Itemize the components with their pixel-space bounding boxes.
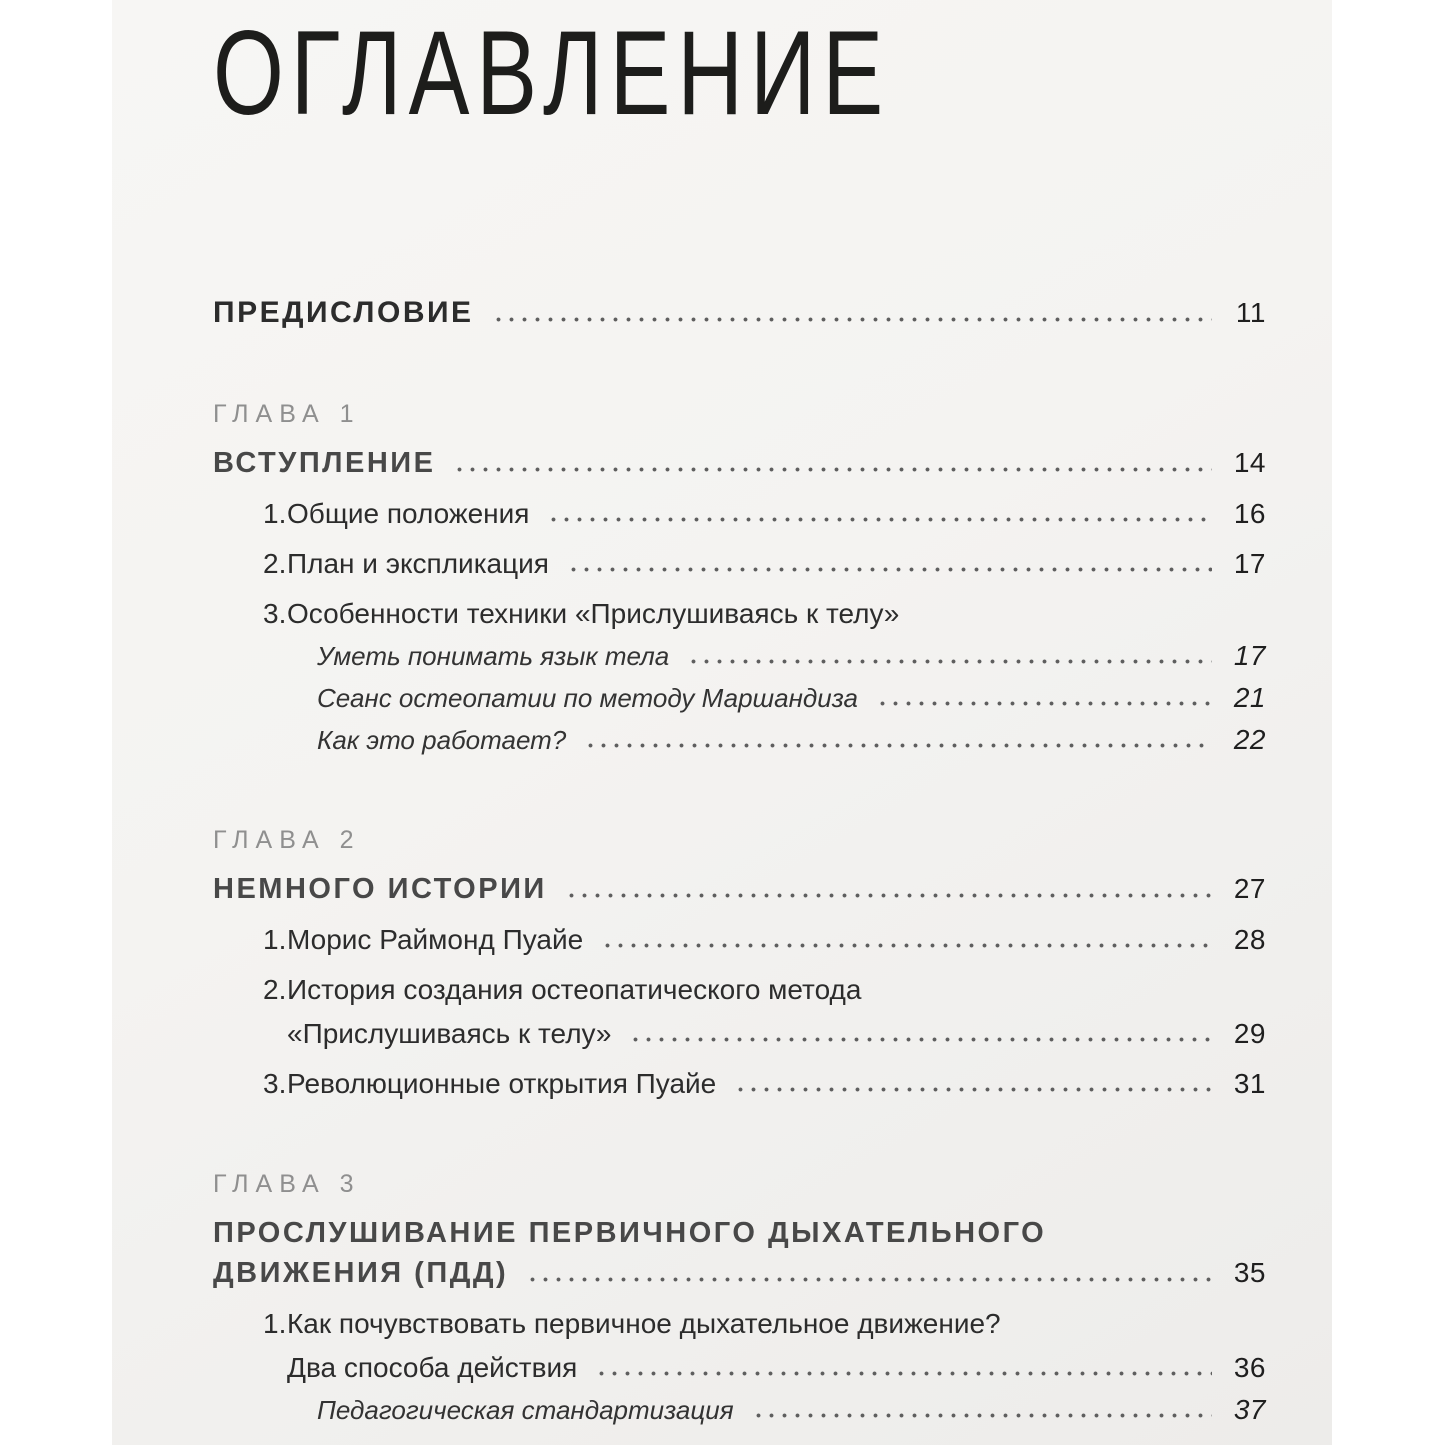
- entry-number: 1.: [263, 1308, 287, 1339]
- page-number: 17: [1233, 640, 1266, 671]
- entry-text: Как почувствовать первичное дыхательное движение?: [287, 1308, 1001, 1339]
- toc-sections: [213, 401, 1266, 1426]
- entry-text: «Прислушиваясь к телу»: [287, 1018, 612, 1049]
- entry-text: Революционные открытия Пуайе: [287, 1068, 717, 1099]
- dot-leader: [563, 548, 1212, 580]
- dot-leader: [625, 1018, 1212, 1050]
- dot-leader: [580, 724, 1212, 756]
- chapter-label: ГЛАВА 2: [213, 826, 361, 854]
- dot-leader: [449, 446, 1212, 480]
- entry-text: Как это работает?: [317, 725, 567, 755]
- book-page: [112, 0, 1332, 1445]
- entry-text: НЕМНОГО ИСТОРИИ: [213, 873, 547, 905]
- toc-section: [213, 827, 1266, 1100]
- chapter-label: ГЛАВА 1: [213, 400, 361, 428]
- toc-entry-continuation: [213, 1352, 1266, 1384]
- dot-leader: [730, 1068, 1212, 1100]
- dot-leader: [488, 296, 1212, 330]
- entry-number: 2.: [263, 974, 287, 1005]
- toc-entry-continuation: [213, 1018, 1266, 1050]
- page-number: 31: [1233, 1068, 1266, 1099]
- toc-subentry: [213, 682, 1266, 714]
- toc-entry: [213, 598, 1266, 630]
- dot-leader: [597, 924, 1212, 956]
- dot-leader: [683, 640, 1212, 672]
- dot-leader: [543, 498, 1212, 530]
- toc-subentry: [213, 1394, 1266, 1426]
- page-number: 16: [1233, 498, 1266, 529]
- toc-entry: [213, 548, 1266, 580]
- entry-text: Общие положения: [287, 498, 530, 529]
- page-number: 29: [1233, 1018, 1266, 1049]
- entry-text: ПРОСЛУШИВАНИЕ ПЕРВИЧНОГО ДЫХАТЕЛЬНОГО: [213, 1217, 1047, 1249]
- entry-text: План и экспликация: [287, 548, 549, 579]
- page-number: 14: [1233, 447, 1266, 478]
- toc-entry: [213, 1068, 1266, 1100]
- page-number: 17: [1233, 548, 1266, 579]
- chapter-title-row: [213, 1256, 1266, 1290]
- page-number: 35: [1233, 1257, 1266, 1288]
- entry-text: ПРЕДИСЛОВИЕ: [213, 296, 474, 329]
- entry-text: Уметь понимать язык тела: [317, 641, 670, 671]
- dot-leader: [561, 872, 1212, 906]
- entry-text: Особенности техники «Прислушиваясь к телу»: [287, 598, 900, 629]
- entry-text: ДВИЖЕНИЯ (ПДД): [213, 1257, 509, 1289]
- entry-number: 1.: [263, 498, 287, 529]
- page-number: 27: [1233, 873, 1266, 904]
- dot-leader: [591, 1352, 1212, 1384]
- toc-entry: [213, 1308, 1266, 1340]
- page-title: ОГЛАВЛЕНИЕ: [213, 6, 891, 140]
- entry-text: Педагогическая стандартизация: [317, 1395, 734, 1425]
- dot-leader: [522, 1256, 1212, 1290]
- toc-content: [213, 6, 1266, 1426]
- page-number: 22: [1233, 724, 1266, 755]
- entry-number: 3.: [263, 598, 287, 629]
- page-number: 37: [1233, 1394, 1266, 1425]
- dot-leader: [872, 682, 1212, 714]
- chapter-title-row: [213, 446, 1266, 480]
- toc-entry-preface: [213, 296, 1266, 330]
- page-number: 21: [1233, 682, 1266, 713]
- chapter-title-row: [213, 872, 1266, 906]
- toc-entry: [213, 498, 1266, 530]
- toc-subentry: [213, 724, 1266, 756]
- chapter-title-row: [213, 1216, 1266, 1250]
- entry-text: Два способа действия: [287, 1352, 578, 1383]
- dot-leader: [748, 1394, 1212, 1426]
- entry-number: 2.: [263, 548, 287, 579]
- entry-text: Сеанс остеопатии по методу Маршандиза: [317, 683, 858, 713]
- toc-section: [213, 1171, 1266, 1426]
- page-number: 11: [1235, 297, 1266, 328]
- chapter-label: ГЛАВА 3: [213, 1170, 361, 1198]
- entry-number: 1.: [263, 924, 287, 955]
- toc-entry: [213, 974, 1266, 1006]
- page-number: 36: [1233, 1352, 1266, 1383]
- toc-subentry: [213, 640, 1266, 672]
- toc-entry: [213, 924, 1266, 956]
- page-number: 28: [1233, 924, 1266, 955]
- entry-number: 3.: [263, 1068, 287, 1099]
- entry-text: История создания остеопатического метода: [287, 974, 862, 1005]
- toc-section: [213, 401, 1266, 756]
- entry-text: ВСТУПЛЕНИЕ: [213, 447, 436, 479]
- entry-text: Морис Раймонд Пуайе: [287, 924, 584, 955]
